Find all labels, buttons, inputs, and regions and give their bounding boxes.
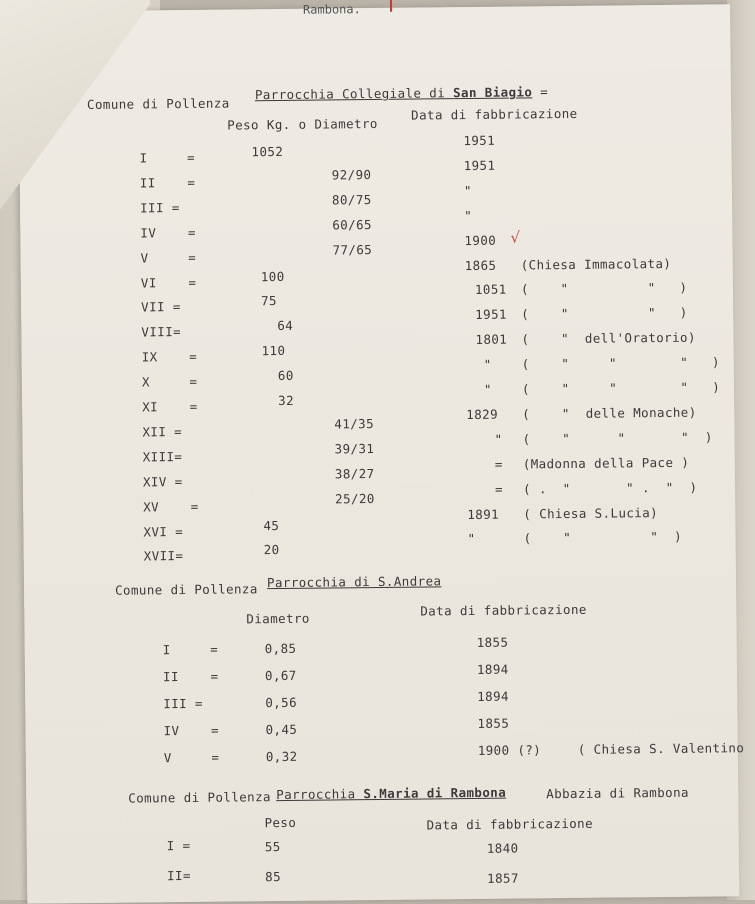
row-date: 1855 <box>477 715 510 731</box>
row-number: II = <box>162 668 219 685</box>
row-weight: 60 <box>277 367 294 384</box>
row-date: 1894 <box>476 661 509 677</box>
s1-parrocchia-suffix: = <box>532 84 549 100</box>
row-number: VIII= <box>141 324 182 340</box>
row-number: II= <box>166 867 191 884</box>
top-red-mark <box>390 0 392 12</box>
row-number: XI = <box>142 398 198 415</box>
s1-col-peso: Peso Kg. o Diametro <box>227 115 378 133</box>
row-date: " <box>467 530 476 547</box>
row-note: ( " delle Monache) <box>522 404 697 422</box>
row-weight: 1052 <box>251 143 284 160</box>
row-weight: 20 <box>263 542 280 558</box>
row-diameter: 92/90 <box>331 167 372 183</box>
row-date: " <box>483 356 492 372</box>
row-number: VII = <box>141 299 181 315</box>
row-diameter: 0,45 <box>265 721 298 738</box>
row-date: " <box>483 381 493 397</box>
row-number: II = <box>139 174 196 191</box>
s3-parrocchia-name: S.Maria di Rambona <box>363 784 507 802</box>
row-date: 1857 <box>487 870 519 886</box>
row-diameter: 80/75 <box>331 192 372 208</box>
row-date: 1951 <box>463 132 496 149</box>
row-weight: 75 <box>260 293 277 309</box>
row-diameter: 0,67 <box>264 667 297 684</box>
s1-comune: Comune di Pollenza <box>86 95 230 113</box>
row-number: I = <box>162 641 219 658</box>
s3-col-data: Data di fabbricazione <box>426 815 594 833</box>
row-diameter: 39/31 <box>334 441 375 457</box>
s3-parrocchia <box>276 785 506 802</box>
s2-col-diam: Diametro <box>246 610 310 627</box>
row-number: XIV = <box>142 474 183 490</box>
row-date: 1051 <box>474 281 507 297</box>
row-weight: 85 <box>265 869 282 885</box>
row-date: 1894 <box>477 688 509 704</box>
row-note: ( Chiesa S.Lucia) <box>523 505 659 522</box>
row-number: I = <box>139 149 196 166</box>
row-note: ( " " " ) <box>521 379 721 397</box>
row-date: 1951 <box>475 306 507 322</box>
row-number: VI = <box>140 274 197 291</box>
s1-parrocchia <box>255 84 548 102</box>
row-diameter: 60/65 <box>332 217 372 233</box>
row-date: 1829 <box>466 406 499 423</box>
row-diameter: 0,85 <box>264 640 297 657</box>
row-date: 1855 <box>476 634 509 650</box>
row-note: (Madonna della Pace ) <box>522 454 690 472</box>
row-number: XVI = <box>143 524 184 540</box>
row-date: 1951 <box>463 157 496 174</box>
s3-abbazia: Abbazia di Rambona <box>546 784 689 802</box>
row-date: " <box>494 431 503 447</box>
row-number: III = <box>163 695 203 712</box>
row-note: ( " " ) <box>520 279 688 297</box>
row-date: 1865 <box>464 257 497 274</box>
row-note: ( " " ) <box>521 304 688 322</box>
s1-parrocchia-prefix: Parrocchia Collegiale di <box>254 85 454 103</box>
row-note: (Chiesa Immacolata) <box>520 255 672 273</box>
row-note: ( " dell'Oratorio) <box>521 329 696 347</box>
row-number: XV = <box>143 498 199 515</box>
row-number: III = <box>140 200 180 216</box>
top-handwritten-note: Rambona. <box>302 2 361 17</box>
s2-parrocchia: Parrocchia di S.Andrea <box>266 573 442 591</box>
row-weight: 110 <box>261 342 286 359</box>
row-weight: 100 <box>260 268 285 285</box>
row-number: I = <box>166 837 191 854</box>
row-number: XIII= <box>142 449 183 465</box>
row-note: ( " " ) <box>523 528 683 546</box>
row-date: " <box>463 182 472 199</box>
row-date: 1900 <box>464 232 497 249</box>
row-note: ( " " " ) <box>521 354 720 372</box>
row-number: XVII= <box>143 548 184 564</box>
row-number: IX = <box>141 348 198 365</box>
row-number: IV = <box>163 722 220 739</box>
row-note: ( . " " . " ) <box>522 479 698 497</box>
row-note: ( Chiesa S. Valentino <box>577 740 745 757</box>
typed-document-page <box>18 2 745 903</box>
s3-comune: Comune di Pollenza <box>128 789 272 806</box>
row-diameter: 77/65 <box>332 242 373 258</box>
row-diameter: 0,56 <box>265 694 298 711</box>
s1-col-data: Data di fabbricazione <box>411 105 578 123</box>
row-diameter: 38/27 <box>334 466 375 482</box>
row-note: ( " " " ) <box>522 429 713 447</box>
row-diameter: 25/20 <box>335 491 375 507</box>
row-weight: 64 <box>277 317 294 334</box>
row-diameter: 0,32 <box>265 748 298 765</box>
row-date: = <box>494 481 504 497</box>
row-date: " <box>464 207 473 224</box>
check-mark: √ <box>510 228 521 247</box>
row-date: 1840 <box>486 840 519 856</box>
row-diameter: 41/35 <box>334 416 375 432</box>
s2-col-data: Data di fabbricazione <box>420 601 587 619</box>
s3-parrocchia-prefix: Parrocchia <box>276 786 364 803</box>
row-number: IV = <box>140 224 196 241</box>
row-number: XII = <box>142 424 183 440</box>
s3-col-peso: Peso <box>264 814 297 831</box>
row-number: V = <box>163 749 220 766</box>
row-date: 1801 <box>475 331 508 347</box>
row-date: = <box>494 456 503 472</box>
row-weight: 32 <box>278 392 295 409</box>
s2-comune: Comune di Pollenza <box>115 581 258 598</box>
row-number: V = <box>140 249 197 266</box>
row-date: 1900 (?) <box>477 742 542 758</box>
row-number: X = <box>141 373 198 390</box>
row-weight: 45 <box>263 518 280 534</box>
row-date: 1891 <box>467 506 500 523</box>
s1-parrocchia-name: San Biagio <box>452 84 533 101</box>
row-weight: 55 <box>264 839 281 855</box>
